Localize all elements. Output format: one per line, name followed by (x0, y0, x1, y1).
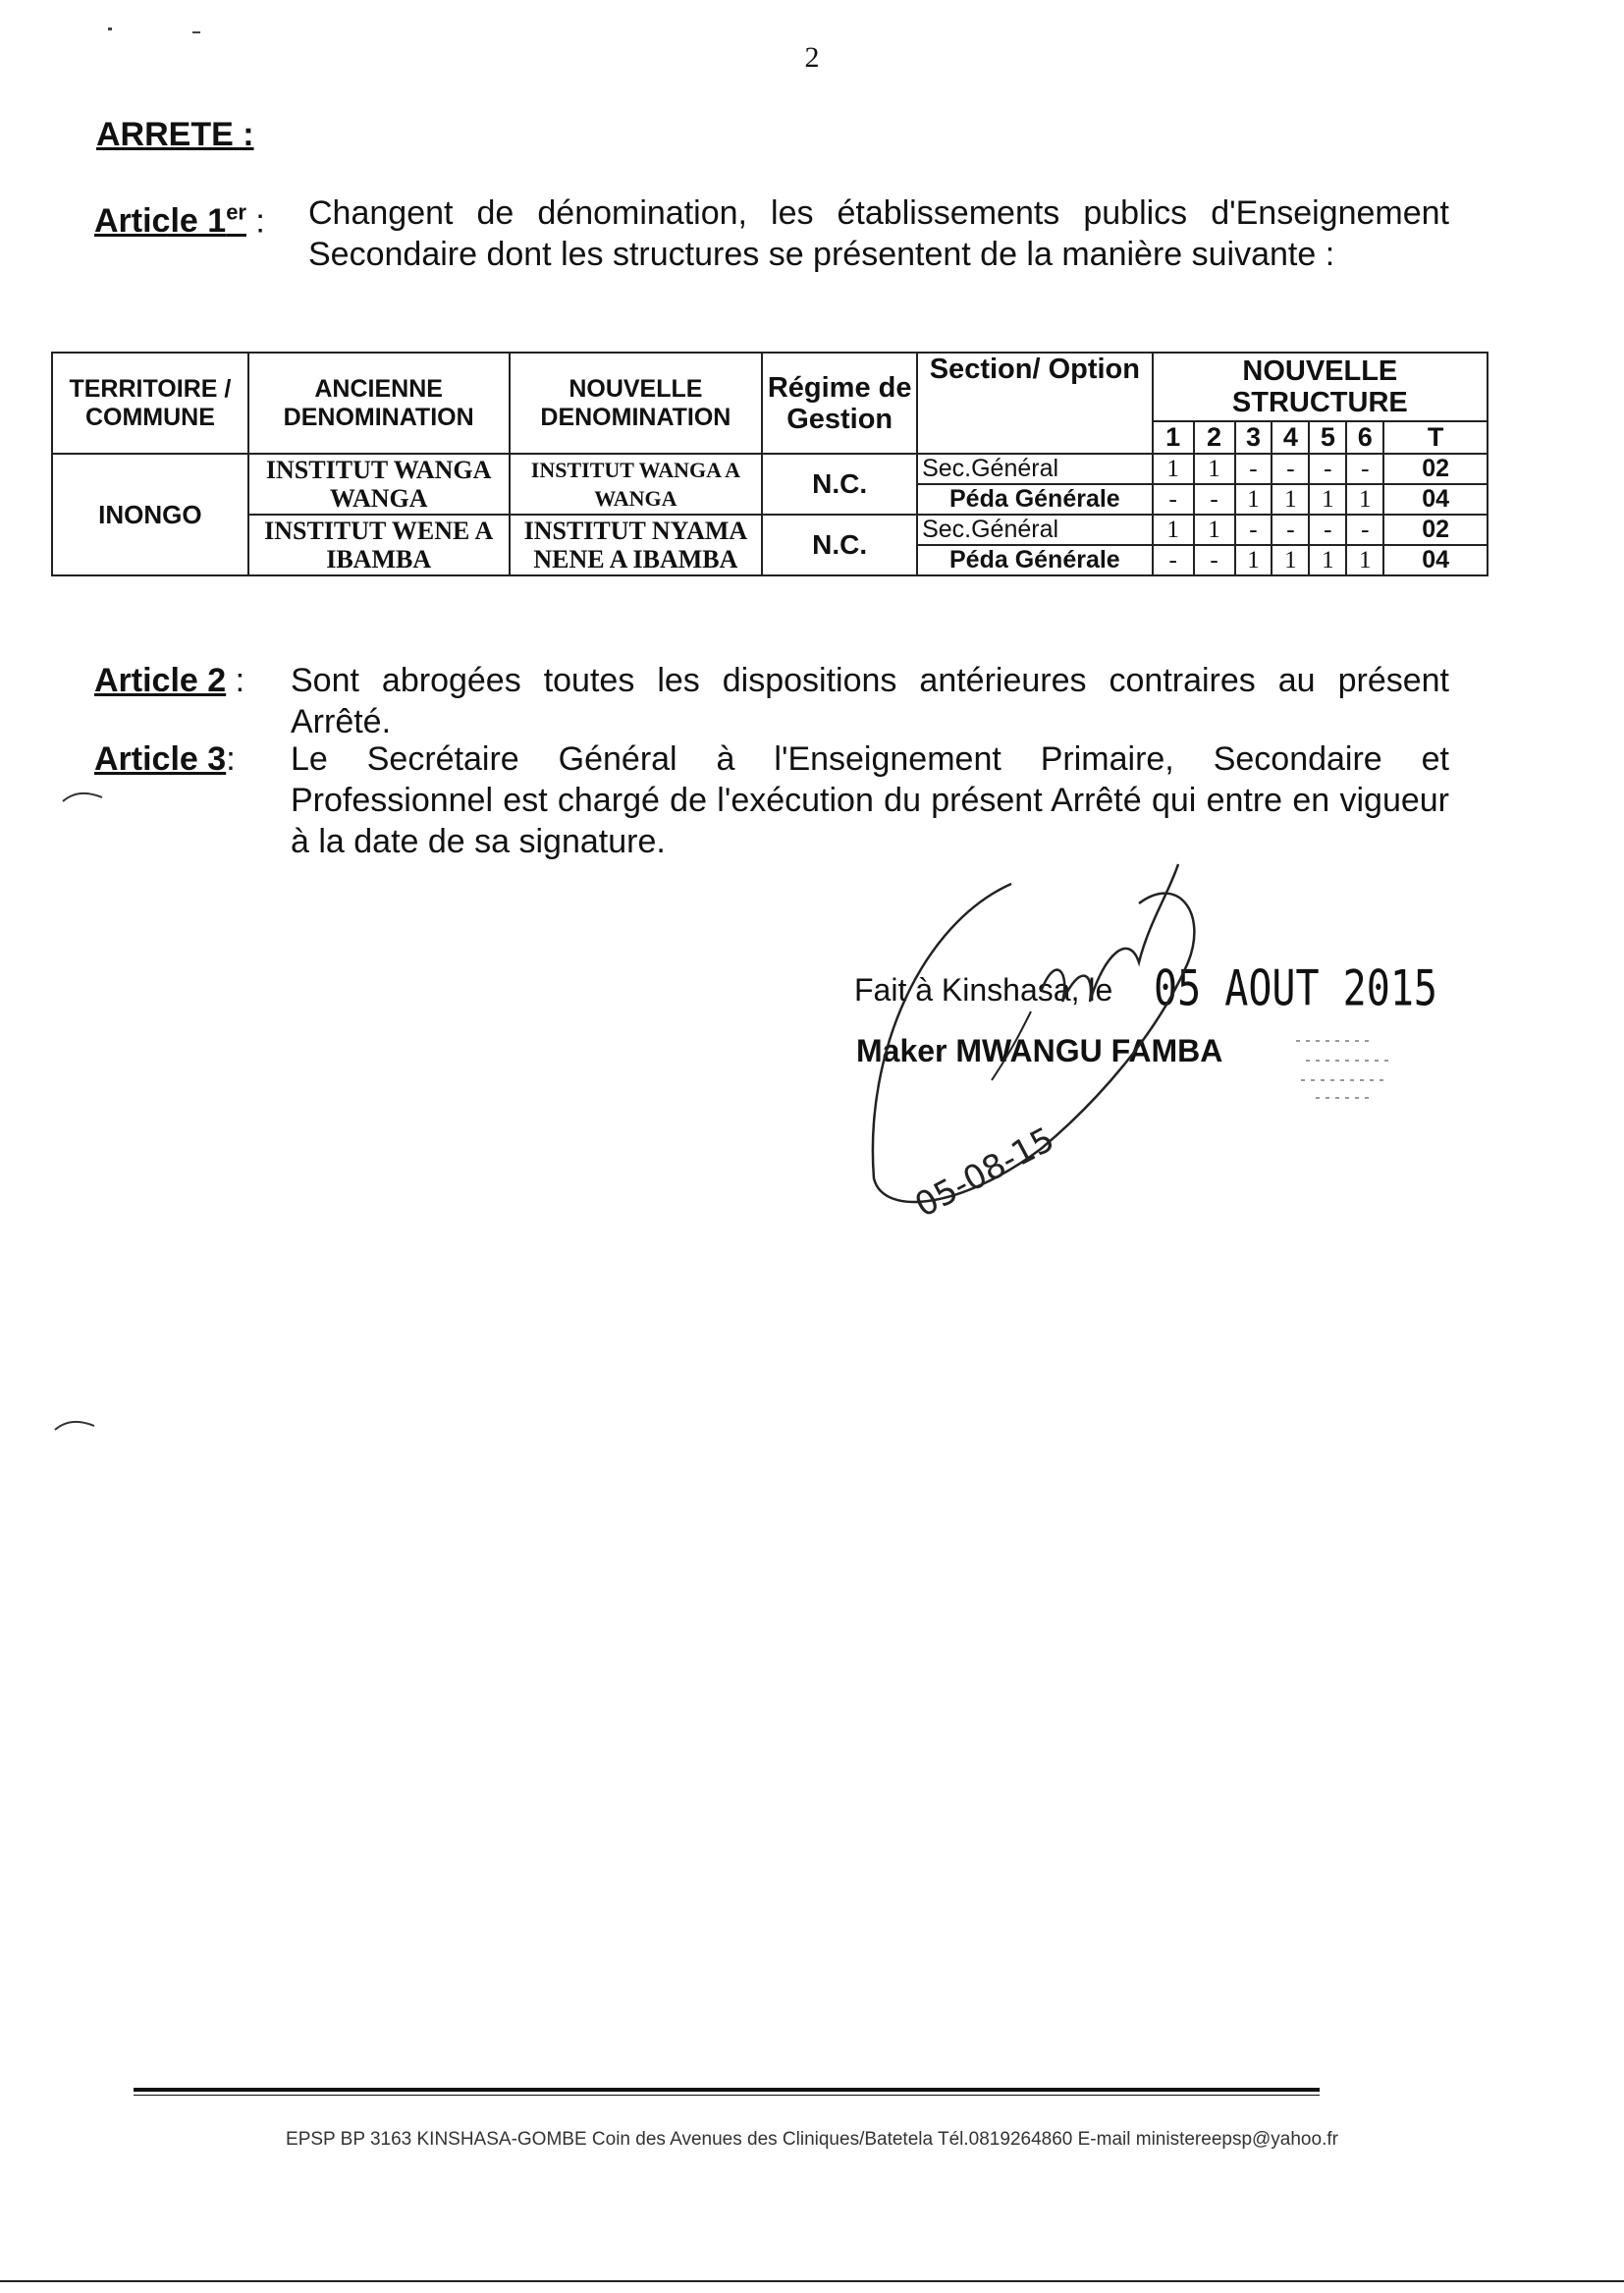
value-cell: - (1309, 515, 1346, 545)
page-number: 2 (804, 41, 820, 74)
handwritten-date: 05-08-15 (908, 1119, 1061, 1226)
article-3-text: Le Secrétaire Général à l'Enseignement Primaire, Secondaire et Professionnel est chargé de l'exécution du présent Arrêté qui entre en vigueur à la date de sa signature. (291, 740, 1449, 860)
article-2 (94, 660, 1449, 742)
regime-cell: N.C. (762, 454, 917, 515)
page-bottom-line (0, 2280, 1624, 2282)
structure-table (51, 352, 1489, 576)
header-section: Section/ Option (917, 353, 1153, 454)
signature-place: Fait à Kinshasa, le (854, 972, 1113, 1008)
arrete-heading: ARRETE : (96, 116, 254, 153)
value-cell: 1 (1346, 545, 1383, 575)
level-header: 3 (1235, 421, 1272, 454)
value-cell: 1 (1346, 484, 1383, 515)
ancienne-cell: INSTITUT WANGA WANGA (248, 454, 510, 515)
stamp-remnant (1286, 1031, 1404, 1110)
article-1-text: Changent de dénomination, les établissements publics d'Enseignement Secondaire dont les structures se présentent de la manière suivante : (308, 194, 1449, 273)
value-cell: 1 (1309, 545, 1346, 575)
nouvelle-cell: INSTITUT NYAMA NENE A IBAMBA (510, 515, 763, 575)
header-territoire: TERRITOIRE / COMMUNE (52, 353, 248, 454)
level-header: T (1383, 421, 1488, 454)
ancienne-cell: INSTITUT WENE A IBAMBA (248, 515, 510, 575)
value-cell: - (1153, 484, 1194, 515)
value-cell: 1 (1235, 484, 1272, 515)
signatory-name: Maker MWANGU FAMBA (856, 1033, 1223, 1068)
territoire-cell: INONGO (52, 454, 248, 575)
value-cell: - (1272, 454, 1309, 484)
total-cell: 04 (1383, 484, 1488, 515)
value-cell: - (1194, 545, 1235, 575)
article-3 (94, 738, 1449, 862)
value-cell: 1 (1272, 545, 1309, 575)
header-nouvelle: NOUVELLE DENOMINATION (510, 353, 763, 454)
date-stamp: 05 AOUT 2015 (1154, 960, 1437, 1017)
value-cell: 1 (1235, 545, 1272, 575)
handwritten-signature (844, 854, 1257, 1247)
header-structure: NOUVELLE STRUCTURE (1153, 353, 1488, 421)
value-cell: - (1346, 454, 1383, 484)
value-cell: - (1153, 545, 1194, 575)
regime-cell: N.C. (762, 515, 917, 575)
scan-mark (108, 27, 112, 30)
section-cell: Péda Générale (917, 484, 1153, 515)
level-header: 1 (1153, 421, 1194, 454)
value-cell: - (1235, 515, 1272, 545)
header-regime: Régime de Gestion (762, 353, 917, 454)
article-2-label: Article 2 : (94, 662, 245, 699)
value-cell: 1 (1153, 454, 1194, 484)
value-cell: - (1309, 454, 1346, 484)
scan-mark (192, 31, 200, 33)
value-cell: - (1346, 515, 1383, 545)
article-2-text: Sont abrogées toutes les dispositions antérieures contraires au présent Arrêté. (291, 662, 1449, 740)
value-cell: - (1194, 484, 1235, 515)
value-cell: 1 (1309, 484, 1346, 515)
article-1 (94, 192, 1449, 275)
article-3-label: Article 3: (94, 740, 236, 778)
footer-address: EPSP BP 3163 KINSHASA-GOMBE Coin des Avenues des Cliniques/Batetela Tél.0819264860 E-mail ministereepsp@yahoo.fr (286, 2129, 1338, 2150)
value-cell: 1 (1194, 515, 1235, 545)
nouvelle-cell: INSTITUT WANGA A WANGA (510, 454, 763, 515)
value-cell: 1 (1153, 515, 1194, 545)
header-ancienne: ANCIENNE DENOMINATION (248, 353, 510, 454)
footer-rule (134, 2088, 1320, 2096)
level-header: 6 (1346, 421, 1383, 454)
section-cell: Sec.Général (917, 515, 1153, 545)
value-cell: - (1235, 454, 1272, 484)
total-cell: 02 (1383, 454, 1488, 484)
article-1-label: Article 1er : (94, 200, 265, 241)
level-header: 2 (1194, 421, 1235, 454)
value-cell: - (1272, 515, 1309, 545)
total-cell: 04 (1383, 545, 1488, 575)
section-cell: Péda Générale (917, 545, 1153, 575)
margin-mark (51, 1414, 100, 1434)
margin-mark (59, 786, 108, 805)
section-cell: Sec.Général (917, 454, 1153, 484)
value-cell: 1 (1272, 484, 1309, 515)
total-cell: 02 (1383, 515, 1488, 545)
level-header: 5 (1309, 421, 1346, 454)
value-cell: 1 (1194, 454, 1235, 484)
level-header: 4 (1272, 421, 1309, 454)
